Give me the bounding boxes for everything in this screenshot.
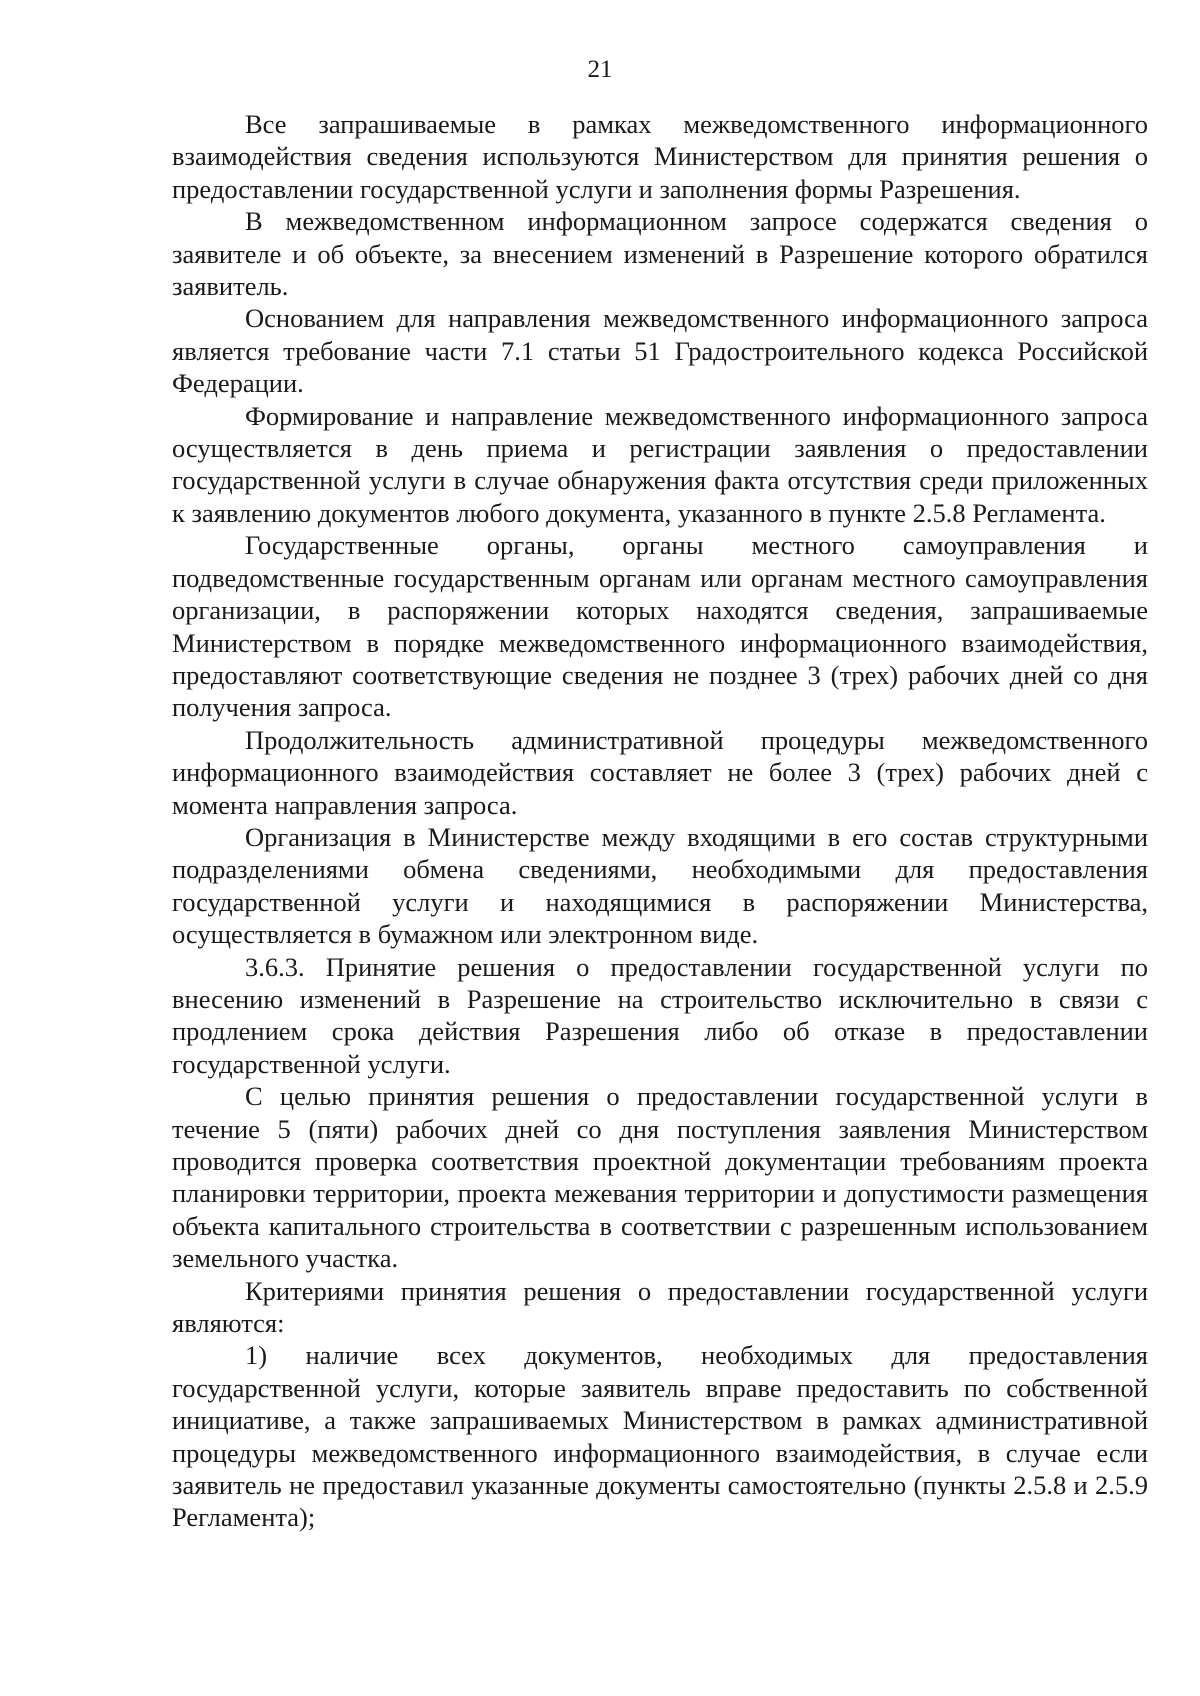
criteria-intro: Критериями принятия решения о предоставлении государственной услуги являются:: [172, 1275, 1148, 1339]
paragraph-9: С целью принятия решения о предоставлении государственной услуги в течение 5 (пяти) рабочих дней со дня поступления заявления Министерством проводится проверка соответствия проектной документации требованиям проекта планировки территории, проекта межевания территории и допустимости размещения объекта капитального строительства в соответствии с разрешенным использованием земельного участка.: [172, 1081, 1148, 1274]
paragraph-1: Все запрашиваемые в рамках межведомственного информационного взаимодействия сведения используются Министерством для принятия решения о предоставлении государственной услуги и заполнения формы Разрешения.: [172, 109, 1148, 204]
paragraph-5: Государственные органы, органы местного самоуправления и подведомственные государственным органам или органам местного самоуправления организации, в распоряжении которых находятся сведения, запрашиваемые Министерством в порядке межведомственного информационного взаимодействия, предоставляют соответствующие сведения не позднее 3 (трех) рабочих дней со дня получения запроса.: [172, 530, 1148, 723]
paragraph-4: Формирование и направление межведомственного информационного запроса осуществляется в день приема и регистрации заявления о предоставлении государственной услуги в случае обнаружения факта отсутствия среди приложенных к заявлению документов любого документа, указанного в пункте 2.5.8 Регламента.: [172, 400, 1148, 528]
document-body: [172, 108, 1148, 1534]
page-number: 21: [587, 56, 613, 83]
paragraph-3: Основанием для направления межведомственного информационного запроса является требование части 7.1 статьи 51 Градостроительного кодекса Российской Федерации.: [172, 303, 1148, 399]
section-3-6-3: 3.6.3. Принятие решения о предоставлении государственной услуги по внесению изменений в Разрешение на строительство исключительно в связи с продлением срока действия Разрешения либо об отказе в предоставлении государственной услуги.: [172, 951, 1148, 1079]
paragraph-2: В межведомственном информационном запросе содержатся сведения о заявителе и об объекте, за внесением изменений в Разрешение которого обратился заявитель.: [172, 206, 1148, 302]
criterion-1: 1) наличие всех документов, необходимых для предоставления государственной услуги, которые заявитель вправе предоставить по собственной инициативе, а также запрашиваемых Министерством в рамках административной процедуры межведомственного информационного взаимодействия, в случае если заявитель не предоставил указанные документы самостоятельно (пункты 2.5.8 и 2.5.9 Регламента);: [172, 1340, 1148, 1533]
paragraph-6: Продолжительность административной процедуры межведомственного информационного взаимодействия составляет не более 3 (трех) рабочих дней с момента направления запроса.: [172, 724, 1148, 820]
paragraph-7: Организация в Министерстве между входящими в его состав структурными подразделениями обмена сведениями, необходимыми для предоставления государственной услуги и находящимися в распоряжении Министерства, осуществляется в бумажном или электронном виде.: [172, 821, 1148, 950]
